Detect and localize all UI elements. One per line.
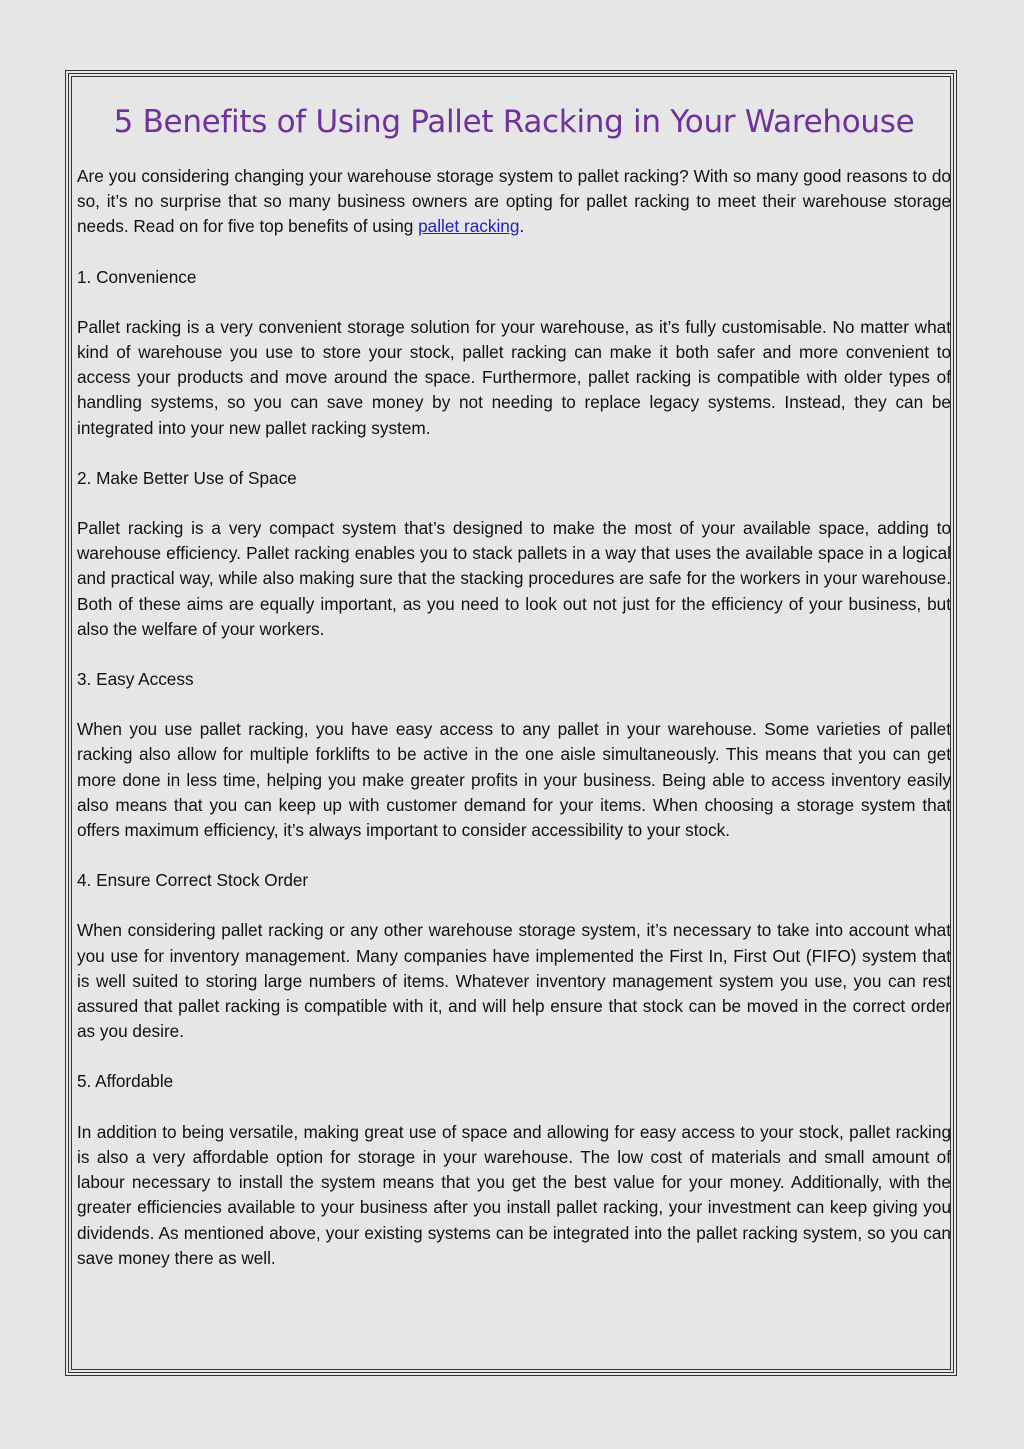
document-content [77,100,951,1271]
section-heading-convenience: 1. Convenience [77,266,197,287]
section-heading-affordable: 5. Affordable [77,1071,174,1092]
section-heading-stock-order: 4. Ensure Correct Stock Order [77,870,309,891]
section-body-access: When you use pallet racking, you have easy access to any pallet in your warehouse. Some varieties of pallet racking also allow for multiple forklifts to be active in the one aisle simultaneously. This means that you can get more done in less time, helping you make greater profits in your business. Being able to access inventory easily also means that you can keep up with customer demand for your items. When choosing a storage system that offers maximum efficiency, it’s always important to consider accessibility to your stock. [77,719,951,841]
section-body-convenience: Pallet racking is a very convenient storage solution for your warehouse, as it’s fully customisable. No matter what kind of warehouse you use to store your stock, pallet racking can make it both safer and more convenient to access your products and move around the space. Furthermore, pallet racking is compatible with older types of handling systems, so you can save money by not needing to replace legacy systems. Instead, they can be integrated into your new pallet racking system. [77,316,951,438]
section-heading-space: 2. Make Better Use of Space [77,467,297,488]
intro-text: Are you considering changing your warehouse storage system to pallet racking? With so many good reasons to do so, it’s no surprise that so many business owners are opting for pallet racking to meet their warehouse storage needs. Read on for five top benefits of using [77,166,951,237]
document-title: 5 Benefits of Using Pallet Racking in Your Warehouse [113,104,915,140]
section-body-affordable: In addition to being versatile, making great use of space and allowing for easy access to your stock, pallet racking is also a very affordable option for storage in your warehouse. The low cost of materials and small amount of labour necessary to install the system means that you get the best value for your money. Additionally, with the greater efficiencies available to your business after you install pallet racking, your investment can keep giving you dividends. As mentioned above, your existing systems can be integrated into the pallet racking system, so you can save money there as well. [77,1121,951,1268]
section-heading-access: 3. Easy Access [77,669,194,690]
section-body-stock-order: When considering pallet racking or any other warehouse storage system, it’s necessary to take into account what you use for inventory management. Many companies have implemented the First In, First Out (FIFO) system that is well suited to storing large numbers of items. Whatever inventory management system you use, you can rest assured that pallet racking is compatible with it, and will help ensure that stock can be moved in the correct order as you desire. [77,920,951,1042]
intro-text-end: . [519,216,525,237]
section-body-space: Pallet racking is a very compact system that’s designed to make the most of your available space, adding to warehouse efficiency. Pallet racking enables you to stack pallets in a way that uses the available space in a logical and practical way, while also making sure that the stacking procedures are safe for the workers in your warehouse. Both of these aims are equally important, as you need to look out not just for the efficiency of your business, but also the welfare of your workers. [77,518,951,639]
pallet-racking-link[interactable]: pallet racking [418,216,520,237]
intro-paragraph [77,164,951,240]
